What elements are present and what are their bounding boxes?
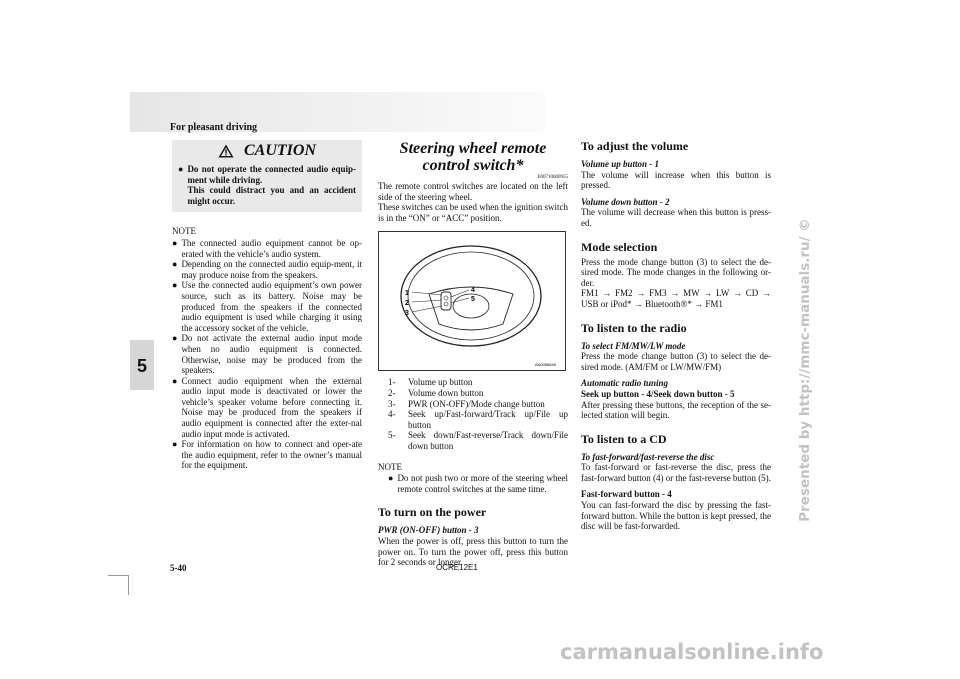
caution-line: Do not operate the connected audio equip-ment while driving. (187, 164, 356, 185)
intro-paragraph: These switches can be used when the ignition switch is in the “ON” or “ACC” position. (378, 202, 568, 223)
chapter-number: 5 (136, 356, 147, 376)
note-item (172, 259, 362, 280)
bullet-icon: ● (172, 237, 178, 248)
bullet-icon: ● (172, 375, 178, 386)
crop-mark (108, 575, 128, 576)
ff-button-subheading: Fast-forward button - 4 (581, 489, 672, 500)
item-number: 3- (388, 398, 396, 409)
caution-title: CAUTION (243, 141, 316, 159)
steering-wheel-illustration (379, 232, 565, 370)
note-text: For information on how to connect and oper-ate the audio equipment, refer to the owner’s manual for the equipment. (181, 439, 362, 471)
note-item (378, 473, 568, 494)
callout-3: 3 (405, 310, 409, 318)
power-heading: To turn on the power (378, 505, 487, 520)
power-paragraph: When the power is off, press this button to turn the power on. To turn the power off, press this button for 2 seconds or longer. (378, 535, 568, 568)
callout-5: 5 (471, 296, 475, 304)
caution-line: This could distract you and an accident might occur. (187, 185, 356, 206)
item-number: 2- (388, 387, 396, 398)
item-text: Seek up/Fast-forward/Track up/File up button (408, 409, 568, 430)
volume-down-paragraph: The volume will decrease when this button is press-ed. (581, 207, 771, 228)
note-label: NOTE (172, 226, 196, 237)
bullet-icon: ● (388, 473, 394, 484)
figure-code: AA0096645 (535, 362, 556, 368)
cd-heading: To listen to a CD (581, 431, 667, 446)
volume-up-subheading: Volume up button - 1 (581, 159, 660, 169)
crop-mark (128, 575, 129, 595)
note-item (172, 333, 362, 375)
callout-list-item (378, 388, 568, 399)
caution-box (172, 140, 362, 212)
radio-heading: To listen to the radio (581, 320, 687, 335)
callout-list-item (378, 409, 568, 430)
bottom-watermark: carmanualsonline.info (560, 640, 824, 664)
note-text: Do not push two or more of the steering wheel remote control switches at the same time. (397, 473, 568, 494)
auto-tuning-subheading: Automatic radio tuning (581, 378, 669, 389)
ff-subheading: To fast-forward/fast-reverse the disc (581, 451, 715, 462)
note-text: The connected audio equipment cannot be op-erated with the vehicle’s audio system. (181, 237, 362, 259)
volume-heading: To adjust the volume (581, 139, 689, 153)
volume-down-subheading: Volume down button - 2 (581, 196, 670, 207)
ff-button-paragraph: You can fast-forward the disc by pressing the fast-forward button. While the button is kept pressed, the disc will be fast-forwarded. (581, 500, 771, 532)
item-text: Seek down/Fast-reverse/Track down/File down button (408, 430, 568, 451)
select-mode-paragraph: Press the mode change button (3) to select the de-sired mode. (AM/FM or LW/MW/FM) (581, 351, 771, 372)
note-text: Use the connected audio equipment’s own power source, such as its battery. Noise may be produced from the speakers if the connected audio equipment is used while charging it using the accessory socket of the vehicle. (181, 280, 362, 333)
callout-1: 1 (405, 290, 409, 298)
column-right (581, 140, 771, 532)
bullet-icon: ● (172, 333, 178, 344)
seek-subheading: Seek up button - 4/Seek down button - 5 (581, 388, 735, 399)
select-mode-subheading: To select FM/MW/LW mode (581, 340, 686, 351)
note-item (172, 439, 362, 471)
caution-header (178, 141, 356, 159)
bullet-icon: ● (172, 439, 178, 450)
item-text: Volume up button (408, 377, 473, 388)
bullet-icon: ● (172, 280, 178, 291)
item-number: 5- (388, 430, 396, 441)
section-code: E00710000955 (537, 175, 568, 180)
bullet-icon: ● (178, 164, 184, 174)
note-item (172, 238, 362, 259)
item-number: 4- (388, 409, 396, 420)
item-text: PWR (ON-OFF)/Mode change button (408, 398, 545, 409)
item-number: 1- (388, 377, 396, 388)
item-text: Volume down button (408, 387, 484, 398)
note-text: Do not activate the external audio input mode when no audio equipment is connected. Otherwise, noise may be produced from the speakers. (181, 333, 362, 376)
section-heading: Steering wheel remote control switch* (399, 140, 547, 174)
mode-paragraph: Press the mode change button (3) to select the de-sired mode. The mode changes in the following or-der. (581, 256, 771, 288)
seek-paragraph: After pressing these buttons, the reception of the se-lected station will begin. (581, 399, 771, 421)
side-watermark-text: Presented by http://mmc-manuals.ru/ © (797, 218, 813, 522)
ff-paragraph: To fast-forward or fast-reverse the disc, press the fast-forward button (4) or the fast-reverse button (5). (581, 462, 771, 483)
bullet-icon: ● (172, 259, 178, 270)
callout-2: 2 (405, 300, 409, 308)
note-item (172, 376, 362, 440)
power-subheading: PWR (ON-OFF) button - 3 (378, 525, 479, 536)
note-label: NOTE (378, 461, 402, 472)
steering-wheel-figure (378, 231, 566, 371)
mode-sequence: FM1 → FM2 → FM3 → MW → LW → CD → USB or iPod* → Bluetooth®* → FM1 (581, 288, 771, 309)
note-text: Depending on the connected audio equip-ment, it may produce noise from the speakers. (181, 259, 362, 280)
callout-4: 4 (471, 287, 475, 295)
note-text: Connect audio equipment when the external audio input mode is deactivated or lower the vehicle’s speaker volume before connecting it. Noise may be produced from the speakers if audio equipment is connected after the exter-nal audio input mode is activated. (181, 375, 362, 439)
page-number: 5-40 (170, 563, 187, 573)
document-code: OCRE12E1 (436, 563, 478, 572)
column-middle (378, 140, 568, 568)
side-watermark (794, 120, 816, 620)
mode-heading: Mode selection (581, 239, 658, 254)
callout-list-item (378, 399, 568, 410)
caution-item (178, 164, 356, 206)
column-left (172, 140, 362, 471)
note-item (172, 280, 362, 333)
section-title: For pleasant driving (170, 122, 258, 133)
callout-list-item (378, 430, 568, 451)
volume-up-paragraph: The volume will increase when this button is pressed. (581, 169, 771, 191)
intro-paragraph: The remote control switches are located on the left side of the steering wheel. (378, 181, 568, 202)
warning-triangle-icon (218, 144, 234, 158)
callout-list-item (378, 377, 568, 388)
